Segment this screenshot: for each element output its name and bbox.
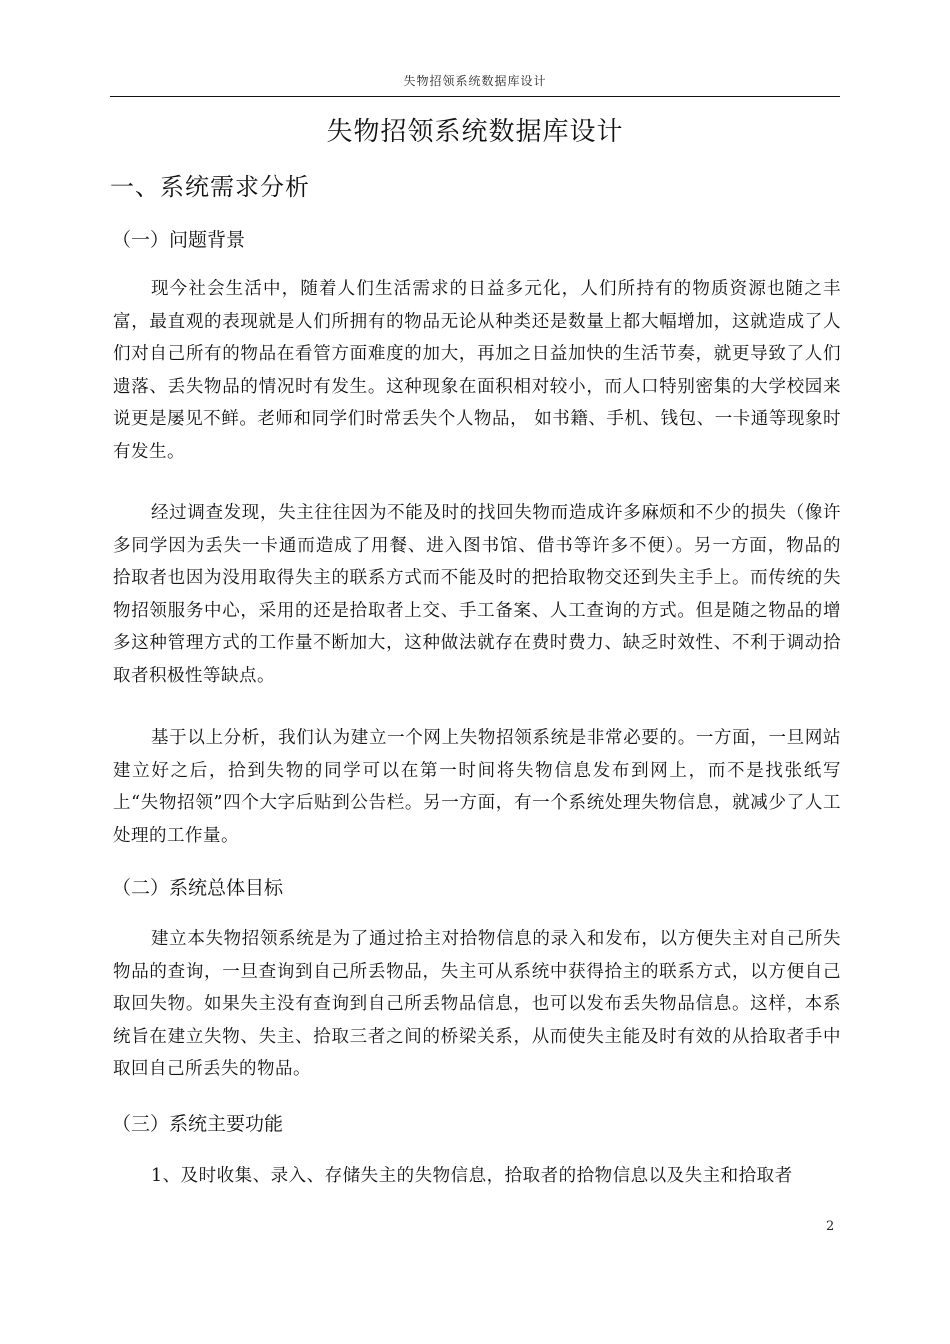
paragraph-goals-1: 建立本失物招领系统是为了通过拾主对拾物信息的录入和发布，以方便失主对自己所失物品的查询，一旦查询到自己所丢物品，失主可从系统中获得拾主的联系方式，以方便自己取回失物。如果失主没有查询到自己所丢物品信息，也可以发布丢失物品信息。这样，本系统旨在建立失物、失主、拾取三者之间的桥梁关系，从而使失主能及时有效的从拾取者手中取回自己所丢失的物品。 [113, 929, 841, 1079]
paragraph-background-2: 经过调查发现，失主往往因为不能及时的找回失物而造成许多麻烦和不少的损失（像许多同学因为丢失一卡通而造成了用餐、进入图书馆、借书等许多不便）。另一方面，物品的拾取者也因为没用取得失主的联系方式而不能及时的把拾取物交还到失主手上。而传统的失物招领服务中心，采用的还是拾取者上交、手工备案、人工查询的方式。但是随之物品的增多这种管理方式的工作量不断加大，这种做法就存在费时费力、缺乏时效性、不利于调动拾取者积极性等缺点。 [113, 503, 841, 686]
subsection-heading-functions: （三）系统主要功能 [112, 1113, 284, 1135]
subsection-heading-goals: （二）系统总体目标 [112, 877, 284, 899]
header-rule [110, 96, 840, 97]
page-number: 2 [826, 1219, 835, 1234]
paragraph-background-1: 现今社会生活中，随着人们生活需求的日益多元化，人们所持有的物质资源也随之丰富，最直观的表现就是人们所拥有的物品无论从种类还是数量上都大幅增加，这就造成了人们对自己所有的物品在看管方面难度的加大，再加之日益加快的生活节奏，就更导致了人们遗落、丢失物品的情况时有发生。这种现象在面积相对较小，而人口特别密集的大学校园来说更是屡见不鲜。老师和同学们时常丢失个人物品， 如书籍、手机、钱包、一卡通等现象时有发生。 [113, 279, 841, 462]
subsection-heading-background: （一）问题背景 [112, 229, 246, 251]
paragraph-functions-1: 1、及时收集、录入、存储失主的失物信息，拾取者的拾物信息以及失主和拾取者 [151, 1166, 793, 1186]
document-title: 失物招领系统数据库设计 [326, 117, 624, 147]
paragraph-background-3: 基于以上分析，我们认为建立一个网上失物招领系统是非常必要的。一方面，一旦网站建立好之后，拾到失物的同学可以在第一时间将失物信息发布到网上，而不是找张纸写上“失物招领”四个大字后贴到公告栏。另一方面，有一个系统处理失物信息，就减少了人工处理的工作量。 [113, 728, 841, 846]
running-header: 失物招领系统数据库设计 [403, 74, 547, 88]
section-heading-requirements: 一、系统需求分析 [110, 173, 310, 201]
